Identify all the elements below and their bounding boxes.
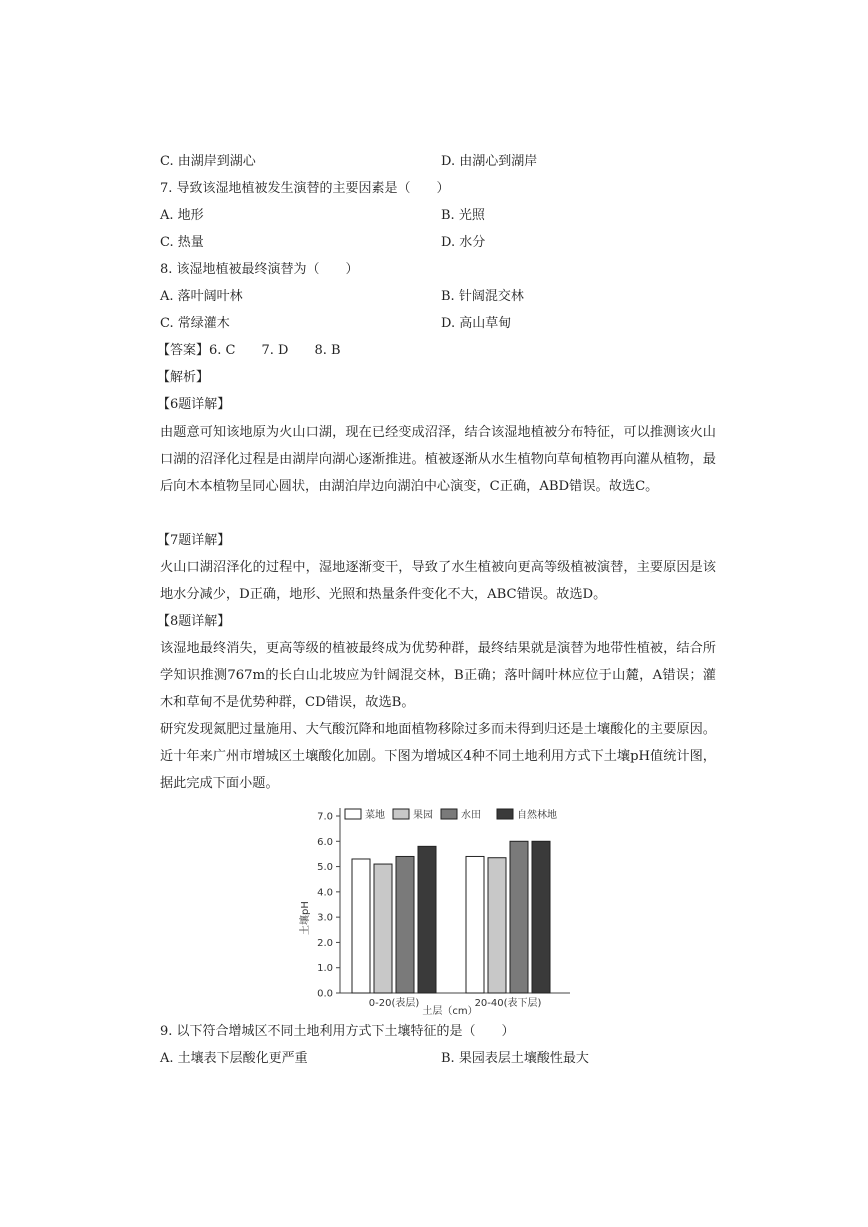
bar: [396, 856, 414, 993]
bar: [374, 864, 392, 993]
legend-swatch: [497, 809, 513, 819]
detail-6-text: 由题意可知该地原为火山口湖，现在已经变成沼泽，结合该湿地植被分布特征，可以推测该火山口湖的沼泽化过程是由湖岸向湖心逐渐推进。植被逐渐从水生植物向草甸植物再向灌从植物，最后向木本植物呈同心圆状，由湖泊岸边向湖泊中心演变，C正确，ABD错误。故选C。: [160, 425, 716, 494]
q7-option-d: D. 水分: [441, 235, 486, 250]
q7-stem: 7. 导致该湿地植被发生演替的主要因素是（ ）: [160, 181, 450, 196]
y-axis-label: 土壤pH: [300, 901, 311, 935]
q7-option-a: A. 地形: [160, 208, 204, 223]
q9-stem: 9. 以下符合增城区不同土地利用方式下土壤特征的是（ ）: [160, 1024, 515, 1039]
q7-option-b: B. 光照: [441, 208, 485, 223]
x-axis-label: 土层（cm）: [422, 1006, 478, 1017]
y-tick-label: 0.0: [317, 988, 333, 1000]
q8-option-a: A. 落叶阔叶林: [160, 289, 243, 304]
legend-swatch: [345, 809, 361, 819]
detail-7-text: 火山口湖沼泽化的过程中，湿地逐渐变干，导致了水生植被向更高等级植被演替，主要原因是该地水分减少，D正确，地形、光照和热量条件变化不大，ABC错误。故选D。: [160, 560, 716, 602]
y-tick-label: 2.0: [317, 937, 333, 949]
legend-swatch: [393, 809, 409, 819]
legend-label: 菜地: [365, 810, 385, 821]
bar: [418, 846, 436, 993]
y-tick-label: 7.0: [317, 811, 333, 823]
bar: [352, 859, 370, 993]
q8-option-b: B. 针阔混交林: [441, 289, 524, 304]
q9-option-a: A. 土壤表下层酸化更严重: [160, 1051, 308, 1066]
legend-swatch: [441, 809, 457, 819]
q8-stem: 8. 该湿地植被最终演替为（ ）: [160, 262, 359, 277]
detail-6-title: 【6题详解】: [157, 397, 231, 412]
bar: [488, 858, 506, 993]
answer-line: 【答案】6. C 7. D 8. B: [157, 343, 341, 358]
soil-ph-bar-chart: [290, 800, 580, 1025]
legend-label: 自然林地: [517, 810, 557, 821]
detail-8-title: 【8题详解】: [157, 614, 231, 629]
analysis-label: 【解析】: [157, 370, 210, 385]
q6-option-c: C. 由湖岸到湖心: [160, 154, 256, 169]
q9-option-b: B. 果园表层土壤酸性最大: [441, 1051, 589, 1066]
detail-7-title: 【7题详解】: [157, 533, 231, 548]
y-tick-label: 4.0: [317, 887, 333, 899]
y-tick-label: 6.0: [317, 836, 333, 848]
bar: [532, 841, 550, 993]
q8-option-c: C. 常绿灌木: [160, 316, 230, 331]
x-category-label: 0-20(表层): [368, 998, 420, 1009]
y-tick-label: 5.0: [317, 862, 333, 874]
passage-intro: 研究发现氮肥过量施用、大气酸沉降和地面植物移除过多而未得到归还是土壤酸化的主要原因。近十年来广州市增城区土壤酸化加剧。下图为增城区4种不同土地利用方式下土壤pH值统计图，据此完成下面小题。: [160, 722, 716, 791]
q7-option-c: C. 热量: [160, 235, 204, 250]
chart-legend: [345, 808, 557, 821]
y-ticks: [317, 812, 340, 1000]
bars: [352, 841, 550, 993]
detail-8-text: 该湿地最终消失，更高等级的植被最终成为优势种群，最终结果就是演替为地带性植被，结合所学知识推测767m的长白山北坡应为针阔混交林，B正确；落叶阔叶林应位于山麓，A错误；灌木和草甸不是优势种群，CD错误，故选B。: [160, 641, 716, 710]
y-tick-label: 1.0: [317, 963, 333, 975]
legend-label: 果园: [413, 810, 433, 821]
bar: [510, 841, 528, 993]
legend-label: 水田: [461, 810, 481, 821]
q6-option-d: D. 由湖心到湖岸: [441, 154, 538, 169]
x-category-label: 20-40(表下层): [474, 998, 542, 1009]
bar: [466, 856, 484, 993]
q8-option-d: D. 高山草甸: [441, 316, 512, 331]
y-tick-label: 3.0: [317, 912, 333, 924]
